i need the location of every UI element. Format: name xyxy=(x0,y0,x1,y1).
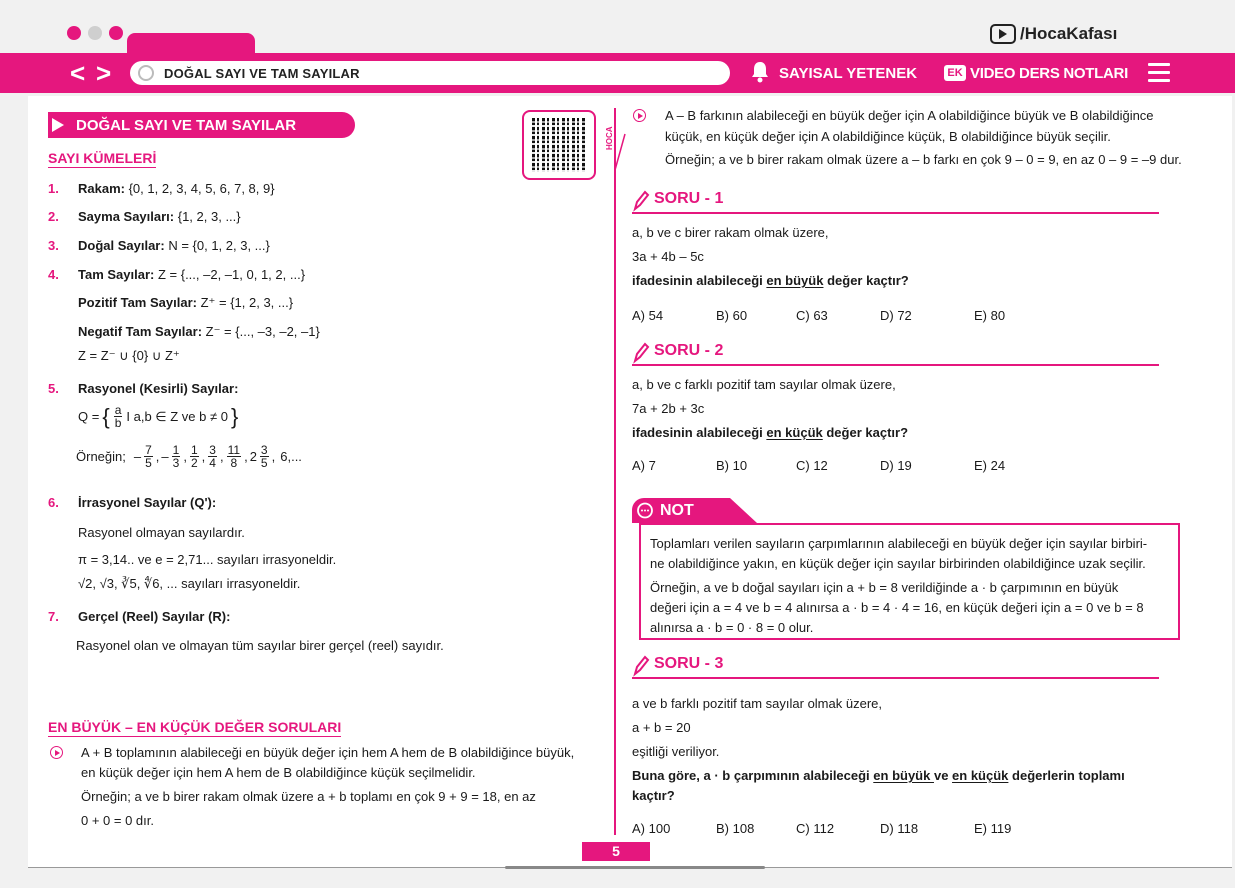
option-e[interactable]: E) 24 xyxy=(974,458,1006,473)
forward-button[interactable]: > xyxy=(96,58,112,88)
qr-code[interactable] xyxy=(522,110,596,180)
fark-line: A – B farkının alabileceği en büyük değer için A olabildiğince büyük ve B olabildiğince xyxy=(665,108,1154,123)
option-a[interactable]: A) 7 xyxy=(632,458,656,473)
not-line: alınırsa a · b = 0 · 8 = 0 olur. xyxy=(650,620,814,635)
horizontal-scrollbar[interactable] xyxy=(505,866,765,869)
option-a[interactable]: A) 54 xyxy=(632,308,664,323)
item-number: 2. xyxy=(48,209,59,224)
item-number: 1. xyxy=(48,181,59,196)
sayisal-yetenek-link[interactable]: SAYISAL YETENEK xyxy=(779,65,918,82)
list-item: Doğal Sayılar: N = {0, 1, 2, 3, ...} xyxy=(78,238,270,253)
search-icon xyxy=(138,65,154,81)
rasyonel-label: Rasyonel (Kesirli) Sayılar: xyxy=(78,381,239,396)
hoca-side-mark: HOCA xyxy=(603,130,629,200)
video-ders-notlari-link[interactable]: VIDEO DERS NOTLARI xyxy=(970,65,1128,82)
z-union: Z = Z⁻ ∪ {0} ∪ Z⁺ xyxy=(78,348,180,363)
question-text: eşitliği veriliyor. xyxy=(632,744,720,759)
pencil-icon xyxy=(632,342,650,364)
ab-line: en küçük değer için hem A hem de B olabildiğince küçük seçilmelidir. xyxy=(81,765,476,780)
not-line: Örneğin, a ve b doğal sayıları için a + b = 8 verildiğinde a · b çarpımının en büyük xyxy=(650,580,1119,595)
item-number: 5. xyxy=(48,381,59,396)
bell-icon[interactable] xyxy=(750,60,770,84)
fark-line: küçük, en küçük değer için A olabildiğince küçük, B olabildiğince büyük seçilir. xyxy=(665,129,1111,144)
pencil-icon xyxy=(632,655,650,677)
option-b[interactable]: B) 60 xyxy=(716,308,748,323)
question-expression: a + b = 20 xyxy=(632,720,691,735)
option-b[interactable]: B) 10 xyxy=(716,458,748,473)
option-e[interactable]: E) 80 xyxy=(974,308,1006,323)
window-dot-close[interactable] xyxy=(67,26,81,40)
reel-label: Gerçel (Reel) Sayılar (R): xyxy=(78,609,231,624)
option-c[interactable]: C) 12 xyxy=(796,458,828,473)
soru-title: SORU - 1 xyxy=(654,190,724,207)
hocakafasi-logo[interactable] xyxy=(990,24,1117,44)
video-icon: EK xyxy=(944,65,966,81)
section-title: DOĞAL SAYI VE TAM SAYILAR xyxy=(76,117,297,134)
question-prompt-line2: kaçtır? xyxy=(632,788,675,803)
option-a[interactable]: A) 100 xyxy=(632,821,671,836)
ab-line: Örneğin; a ve b birer rakam olmak üzere a + b toplamı en çok 9 + 9 = 18, en az xyxy=(81,789,536,804)
search-bar[interactable] xyxy=(130,61,730,85)
fark-line: Örneğin; a ve b birer rakam olmak üzere a – b farkı en çok 9 – 0 = 9, en az 0 – 9 = –9 dur. xyxy=(665,152,1182,167)
option-d[interactable]: D) 72 xyxy=(880,308,912,323)
window-dot-maximize[interactable] xyxy=(109,26,123,40)
question-text: a, b ve c farklı pozitif tam sayılar olmak üzere, xyxy=(632,377,896,392)
section-title-banner xyxy=(48,112,355,138)
not-line: ne olabildiğince yakın, en küçük değer için sayılar birbirinden olabildiğince uzak seçilir. xyxy=(650,556,1146,571)
list-item: Sayma Sayıları: {1, 2, 3, ...} xyxy=(78,209,241,224)
q-definition: Q = { $\frac{a}{b}$ I a,b ∈ Z ve b ≠ 0 } xyxy=(78,403,239,430)
irrasyonel-label: İrrasyonel Sayılar (Q'): xyxy=(78,495,217,510)
question-text: a ve b farklı pozitif tam sayılar olmak üzere, xyxy=(632,696,882,711)
option-d[interactable]: D) 19 xyxy=(880,458,912,473)
search-input[interactable]: DOĞAL SAYI VE TAM SAYILAR xyxy=(164,66,360,81)
subhead-sayi-kumeleri: SAYI KÜMELERİ xyxy=(48,150,157,166)
back-button[interactable]: < xyxy=(70,58,86,88)
page-number: 5 xyxy=(582,842,650,861)
pencil-icon xyxy=(632,190,650,212)
option-d[interactable]: D) 118 xyxy=(880,821,919,836)
option-b[interactable]: B) 108 xyxy=(716,821,755,836)
arrow-icon xyxy=(52,118,64,132)
question-text: a, b ve c birer rakam olmak üzere, xyxy=(632,225,829,240)
soru-title: SORU - 3 xyxy=(654,655,724,672)
not-tab xyxy=(632,498,757,523)
irrasyonel-line: π = 3,14.. ve e = 2,71... sayıları irrasyoneldir. xyxy=(78,552,337,567)
reel-text: Rasyonel olan ve olmayan tüm sayılar birer gerçel (reel) sayıdır. xyxy=(76,638,444,653)
question-prompt: ifadesinin alabileceği en küçük değer kaçtır? xyxy=(632,425,909,440)
window-dot-minimize[interactable] xyxy=(88,26,102,40)
question-prompt: Buna göre, a · b çarpımının alabileceği en büyük ve en küçük değerlerin toplamı xyxy=(632,768,1125,783)
window-dots xyxy=(67,26,123,40)
column-divider xyxy=(614,108,616,835)
question-prompt: ifadesinin alabileceği en büyük değer kaçtır? xyxy=(632,273,909,288)
youtube-play-icon xyxy=(990,24,1016,44)
question-expression: 3a + 4b – 5c xyxy=(632,249,704,264)
option-e[interactable]: E) 119 xyxy=(974,821,1012,836)
item-number: 3. xyxy=(48,238,59,253)
list-item: Rakam: {0, 1, 2, 3, 4, 5, 6, 7, 8, 9} xyxy=(78,181,275,196)
soru-2-header xyxy=(632,342,1159,366)
negatif-tam-sayilar: Negatif Tam Sayılar: Z⁻ = {..., –3, –2, –1} xyxy=(78,324,320,339)
item-number: 7. xyxy=(48,609,59,624)
list-item: Tam Sayılar: Z = {..., –2, –1, 0, 1, 2, ...} xyxy=(78,267,306,282)
not-title: NOT xyxy=(660,502,694,519)
soru-title: SORU - 2 xyxy=(654,342,724,359)
soru-3-header xyxy=(632,655,1159,679)
logo-text: /HocaKafası xyxy=(1020,24,1118,43)
irrasyonel-line: Rasyonel olmayan sayılardır. xyxy=(78,525,245,540)
not-line: değeri için a = 4 ve b = 4 alınırsa a · b = 4 · 4 = 16, en küçük değeri için a = 0 ve b = 8 xyxy=(650,600,1144,615)
pozitif-tam-sayilar: Pozitif Tam Sayılar: Z⁺ = {1, 2, 3, ...} xyxy=(78,295,294,310)
signature-mark-icon xyxy=(613,132,627,172)
option-c[interactable]: C) 63 xyxy=(796,308,828,323)
ab-line: 0 + 0 = 0 dır. xyxy=(81,813,154,828)
browser-tab[interactable] xyxy=(127,33,255,55)
soru-1-header xyxy=(632,190,1159,214)
subhead-en-buyuk-en-kucuk: EN BÜYÜK – EN KÜÇÜK DEĞER SORULARI xyxy=(48,719,342,735)
not-line: Toplamları verilen sayıların çarpımlarının alabileceği en büyük değer için sayılar birbiri- xyxy=(650,536,1148,551)
irrasyonel-line: √2, √3, ∛5, ∜6, ... sayıları irrasyoneldir. xyxy=(78,576,301,591)
play-bullet-icon xyxy=(633,109,646,122)
item-number: 4. xyxy=(48,267,59,282)
play-bullet-icon xyxy=(50,746,63,759)
ab-line: A + B toplamının alabileceği en büyük değer için hem A hem de B olabildiğince büyük, xyxy=(81,745,575,760)
item-number: 6. xyxy=(48,495,59,510)
rasyonel-example: Örneğin; – $\frac{7}{5}$ , – $\frac{1}{3}$ , $\frac{1}{2}$ , $\frac{3}{4}$ , $\frac{11}{8}$ , 2 $\frac{3}{5}$ , 6,... xyxy=(76,443,302,470)
question-expression: 7a + 2b + 3c xyxy=(632,401,705,416)
option-c[interactable]: C) 112 xyxy=(796,821,835,836)
hamburger-menu-icon[interactable] xyxy=(1148,63,1170,87)
